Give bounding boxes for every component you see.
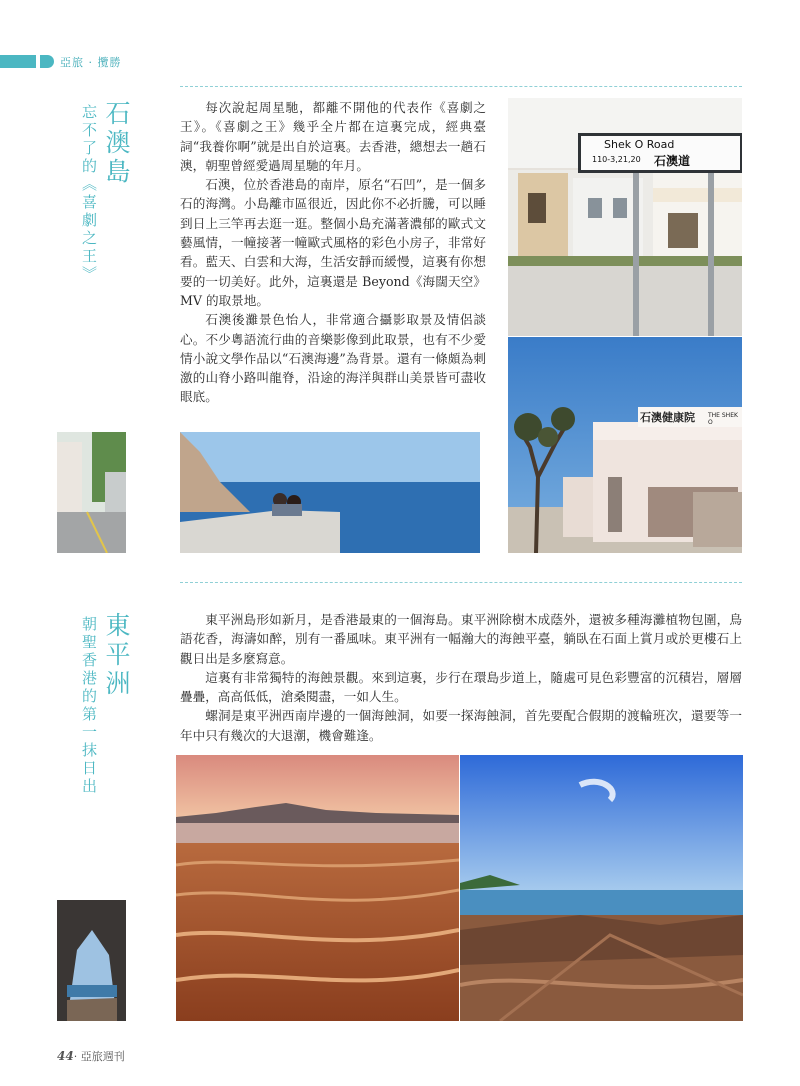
photo-narrow-street [57,432,126,553]
road-sign-chinese: 石澳道 [654,154,691,168]
page-number: 44 [57,1049,74,1063]
section1-subtitle: 忘不了的《喜劇之王》 [80,104,98,284]
section1-paragraph: 每次說起周星馳，都離不開他的代表作《喜劇之王》。《喜劇之王》幾乎全片都在這裏完成，經典臺詞“我養你啊”就是出自於這裏。去香港，總想去一趟石澳，朝聖曾經愛過周星馳的年月。 [180,100,486,173]
photo-couple-seaside [180,432,480,553]
publication-name: · 亞旅週刊 [73,1050,125,1063]
photo-sunset-rock-platform [176,755,459,1021]
middle-divider [180,582,742,583]
building-sign-english: THE SHEK O [708,412,738,426]
photo-shek-o-building [508,337,742,553]
section2-body [180,610,742,745]
section1-paragraph: 石澳後灘景色怡人，非常適合攝影取景及情侶談心。不少粵語流行曲的音樂影像到此取景，也有不少愛情小說文學作品以“石澳海邊”為背景。還有一條頗為刺激的山脊小路叫龍脊，沿途的海洋與群山美景皆可盡收眼底。 [180,312,486,405]
section1-paragraph: 石澳，位於香港島的南岸，原名“石凹”，是一個多石的海灣。小島離市區很近，因此你不必折騰，可以睡到日上三竿再去逛一逛。整個小島充滿著濃郁的歐式文藝風情，一幢接著一幢歐式風格的彩色小房子，非常好看。藍天、白雲和大海，生活安靜而緩慢，這裏有你想要的一切美好。此外，這裏還是 Beyond《海闊天空》MV 的取景地。 [180,177,486,308]
section1-body [180,98,486,407]
section2-paragraph: 螺洞是東平洲西南岸邊的一個海蝕洞，如要一探海蝕洞，首先要配合假期的渡輪班次，還要等一年中只有幾次的大退潮，機會難逢。 [180,708,742,743]
section2-paragraph: 這裏有非常獨特的海蝕景觀。來到這裏，步行在環島步道上，隨處可見色彩豐富的沉積岩，層層疊疊，高高低低，滄桑閱盡，一如人生。 [180,669,742,705]
section1-title: 石澳島 [102,100,131,187]
page-footer [57,1048,125,1064]
section-label: 亞旅 · 攬勝 [60,56,122,69]
section2-subtitle: 朝聖香港的第一抹日出 [80,616,98,796]
building-sign-chinese: 石澳健康院 [640,411,695,424]
road-sign-number: 110-3,21,20 [592,155,641,164]
header-accent-tab [40,55,54,68]
photo-sea-cave [57,900,126,1021]
section2-title: 東平洲 [102,612,131,699]
header-accent-bar [0,55,36,68]
top-divider [180,86,742,87]
section2-paragraph: 東平洲島形如新月，是香港最東的一個海島。東平洲除樹木成蔭外，還被多種海灘植物包圍，鳥語花香，海濤如醉，別有一番風味。東平洲有一幅瀚大的海蝕平臺，躺臥在石面上賞月或於更樓石上觀日出是多麼寫意。 [180,612,742,666]
road-sign-english: Shek O Road [604,138,675,151]
photo-blue-sky-rock-platform [460,755,743,1021]
photo-shek-o-road-sign [508,98,742,336]
